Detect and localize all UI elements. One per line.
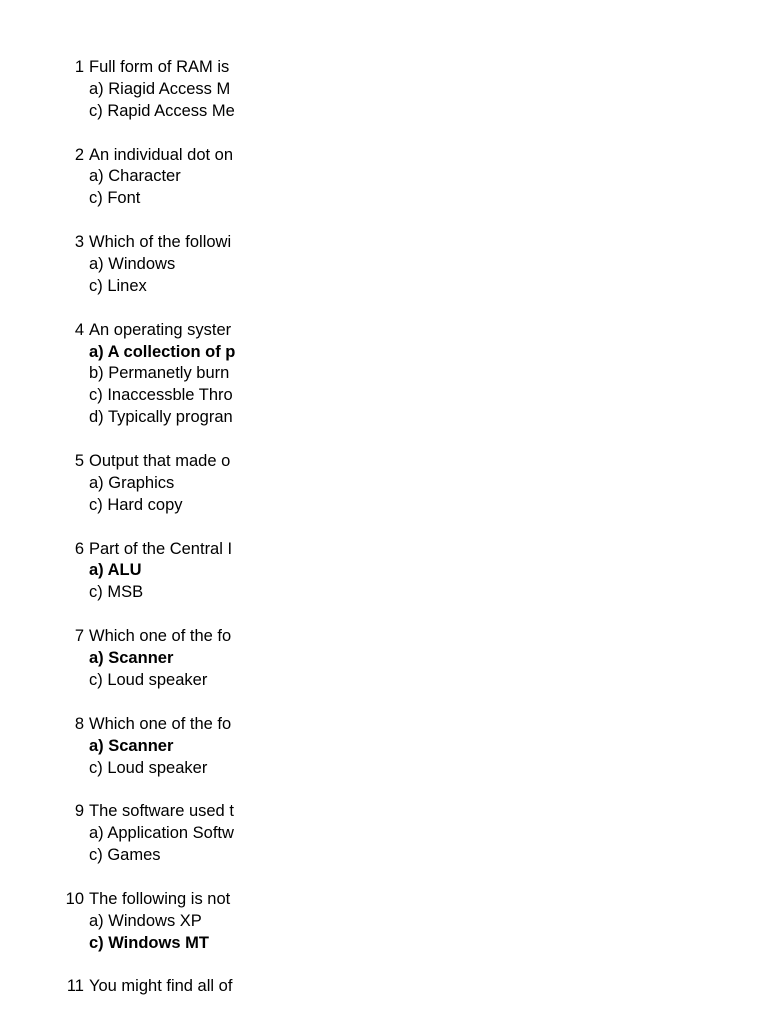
option-text: a) Application Softw bbox=[89, 824, 234, 843]
option-text: d) Typically progran bbox=[89, 408, 233, 427]
question-number: 9 bbox=[74, 802, 84, 821]
question-number: 7 bbox=[74, 627, 84, 646]
option-text: a) Riagid Access M bbox=[89, 79, 231, 98]
worksheet-column bbox=[0, 57, 244, 1024]
question-number: 8 bbox=[74, 714, 84, 733]
option-line bbox=[0, 823, 244, 845]
question-spacer bbox=[0, 692, 244, 714]
option-text: c) Linex bbox=[89, 276, 147, 295]
option-text: c) Hard copy bbox=[89, 495, 183, 514]
option-line bbox=[0, 560, 244, 582]
question-block bbox=[0, 451, 244, 539]
option-line bbox=[0, 473, 244, 495]
question-text: Part of the Central I bbox=[89, 539, 233, 558]
highlighted-option: a) Scanner bbox=[89, 649, 174, 668]
option-line bbox=[0, 101, 244, 123]
question-number: 6 bbox=[74, 539, 84, 558]
question-block bbox=[0, 232, 244, 320]
option-text: a) Character bbox=[89, 167, 181, 186]
question-spacer bbox=[0, 517, 244, 539]
question-list bbox=[0, 57, 244, 998]
question-spacer bbox=[0, 779, 244, 801]
option-line bbox=[0, 933, 244, 955]
question-block bbox=[0, 57, 244, 145]
option-text: b) Permanetly burn bbox=[89, 364, 230, 383]
option-text: c) Inaccessble Thro bbox=[89, 386, 233, 405]
question-block bbox=[0, 801, 244, 889]
question-number: 1 bbox=[74, 58, 84, 76]
option-line bbox=[0, 188, 244, 210]
highlighted-option: c) Windows MT bbox=[89, 933, 209, 952]
option-line bbox=[0, 363, 244, 385]
question-text: Full form of RAM is bbox=[89, 58, 230, 76]
question-block bbox=[0, 889, 244, 977]
question-text: Which of the followi bbox=[89, 233, 232, 252]
question-number: 5 bbox=[74, 452, 84, 471]
question-spacer bbox=[0, 604, 244, 626]
highlighted-option: a) ALU bbox=[89, 561, 142, 580]
option-line bbox=[0, 385, 244, 407]
option-line bbox=[0, 582, 244, 604]
option-line bbox=[0, 254, 244, 276]
option-line bbox=[0, 276, 244, 298]
question-line bbox=[0, 57, 244, 79]
option-text: c) Loud speaker bbox=[89, 758, 208, 777]
question-text: Which one of the fo bbox=[89, 627, 232, 646]
option-line bbox=[0, 495, 244, 517]
option-line bbox=[0, 648, 244, 670]
question-text: An operating syster bbox=[89, 320, 232, 339]
question-block bbox=[0, 976, 244, 998]
question-block bbox=[0, 626, 244, 714]
option-text: c) Rapid Access Me bbox=[89, 101, 235, 120]
question-spacer bbox=[0, 429, 244, 451]
question-spacer bbox=[0, 123, 244, 145]
question-text: Output that made o bbox=[89, 452, 231, 471]
option-text: a) Windows XP bbox=[89, 911, 202, 930]
option-line bbox=[0, 166, 244, 188]
question-text: An individual dot on bbox=[89, 145, 234, 164]
question-line bbox=[0, 539, 244, 561]
question-spacer bbox=[0, 867, 244, 889]
question-text: The software used t bbox=[89, 802, 234, 821]
question-line bbox=[0, 714, 244, 736]
option-line bbox=[0, 911, 244, 933]
option-text: a) Graphics bbox=[89, 473, 175, 492]
option-text: c) Font bbox=[89, 189, 141, 208]
question-line bbox=[0, 145, 244, 167]
question-spacer bbox=[0, 210, 244, 232]
question-text: The following is not bbox=[89, 889, 231, 908]
highlighted-option: a) A collection of p bbox=[89, 342, 236, 361]
question-line bbox=[0, 801, 244, 823]
question-line bbox=[0, 626, 244, 648]
question-number: 10 bbox=[65, 889, 84, 908]
question-text: You might find all of bbox=[89, 977, 233, 996]
question-line bbox=[0, 451, 244, 473]
question-block bbox=[0, 145, 244, 233]
option-line bbox=[0, 736, 244, 758]
question-spacer bbox=[0, 298, 244, 320]
question-line bbox=[0, 889, 244, 911]
option-line bbox=[0, 758, 244, 780]
question-number: 3 bbox=[74, 233, 84, 252]
question-line bbox=[0, 976, 244, 998]
question-spacer bbox=[0, 955, 244, 977]
highlighted-option: a) Scanner bbox=[89, 736, 174, 755]
option-text: c) Loud speaker bbox=[89, 670, 208, 689]
option-line bbox=[0, 407, 244, 429]
question-block bbox=[0, 539, 244, 627]
question-line bbox=[0, 320, 244, 342]
option-text: a) Windows bbox=[89, 255, 176, 274]
question-block bbox=[0, 320, 244, 451]
option-text: c) MSB bbox=[89, 583, 144, 602]
option-line bbox=[0, 79, 244, 101]
question-text: Which one of the fo bbox=[89, 714, 232, 733]
question-number: 2 bbox=[74, 145, 84, 164]
option-line bbox=[0, 342, 244, 364]
option-line bbox=[0, 845, 244, 867]
question-block bbox=[0, 714, 244, 802]
question-number: 4 bbox=[74, 320, 84, 339]
option-text: c) Games bbox=[89, 846, 161, 865]
question-line bbox=[0, 232, 244, 254]
option-line bbox=[0, 670, 244, 692]
question-number: 11 bbox=[66, 977, 84, 996]
